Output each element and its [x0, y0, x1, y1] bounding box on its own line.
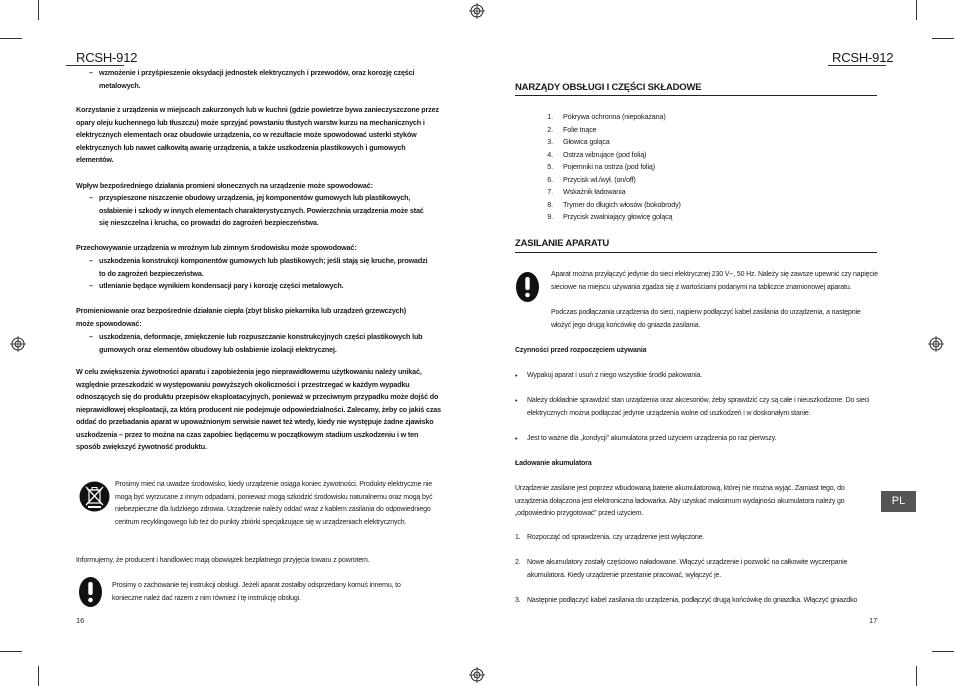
- parts-list-item: [535, 149, 681, 162]
- item-number: 8.: [547, 199, 553, 209]
- paragraph-return-obligation: Informujemy, że producent i handlowiec mają obowiązek bezpłatnego przyjęcia towaru z powrotem.: [76, 557, 370, 564]
- parts-list-item: [535, 199, 681, 212]
- bullet-symbol: •: [515, 396, 518, 405]
- item-number: 7.: [547, 187, 553, 196]
- dash-marker: –: [89, 332, 93, 341]
- parts-list-item: [535, 111, 681, 124]
- crop-mark: [916, 666, 917, 686]
- item-number: 4.: [547, 149, 553, 159]
- crop-mark: [0, 651, 22, 652]
- item-number: 6.: [547, 174, 553, 184]
- item-label: Trymer do długich włosów (bokobrody): [563, 199, 681, 209]
- exclamation-icon: [516, 272, 539, 302]
- parts-list-item: [535, 174, 681, 187]
- step-number: 1.: [515, 534, 521, 541]
- item-label: Ostrza wibrujące (pod folią): [563, 149, 647, 159]
- model-number-left: RCSH-912: [76, 50, 138, 65]
- section-heading-power: ZASILANIE APARATU: [515, 238, 610, 249]
- paragraph-sunlight: Wpływ bezpośredniego działania promieni słonecznych na urządzenie może spowodować:: [76, 181, 373, 190]
- parts-list-item: [535, 124, 681, 137]
- section-rule: [515, 252, 877, 253]
- paragraph-lifetime: W celu zwiększenia żywotności aparatu i zapobieżenia jego nieprawidłowemu użytkowaniu należy unikać, względnie przeszkodzić w występowaniu powyższych okoliczności i przestrzegać w każdym wypadku odnoszących się do produktu przepisów eksploatacyjnych, ponieważ w przeciwnym przypadku może dojść do nieprawidłowej eksploatacji, za którą producent nie podejmuje odpowiedzialności. Zalecamy, żeby co jakiś czas oddać do przebadania aparat w upoważnionym serwisie nawet też wtedy, kiedy nie występuje żadne zjawisko uszkodzenia – przez to można na czas zapobiec będącemu w początkowym stadium uszkodzeniu i w ten sposób zwiększyć żywotność produktu.: [76, 367, 441, 451]
- item-number: 5.: [547, 162, 553, 171]
- crop-mark: [0, 38, 22, 39]
- dash-marker: –: [89, 68, 93, 77]
- dash-marker: –: [89, 256, 93, 265]
- item-number: 3.: [547, 137, 553, 146]
- paragraph-cold-item-1: uszkodzenia konstrukcji komponentów gumowych lub plastikowych; jeśli stają się kruche, prowadzi to do zagrożeń bezpieczeństwa.: [99, 256, 428, 278]
- registration-mark-icon: [469, 667, 485, 683]
- dash-marker: –: [89, 281, 93, 290]
- paragraph-charging: Urządzenie zasilane jest poprzez wbudowaną baterie akumulatorową, której nie można wyjąć. Zamiast tego, do urządzenia dołączona jest elektroniczna ładowarka. Aby uzyskać maksimum wydajności akumulatora należy go „odpowiednio przygotować” przed użyciem.: [515, 485, 845, 517]
- registration-mark-icon: [928, 336, 944, 352]
- bullet-symbol: •: [515, 434, 518, 443]
- crossed-bin-icon: [79, 481, 110, 512]
- header-rule-right: [828, 65, 886, 66]
- item-label: Pojemniki na ostrza (pod folią): [563, 162, 656, 171]
- item-label: Folie tnące: [563, 124, 597, 134]
- registration-mark-icon: [10, 336, 26, 352]
- paragraph-dust-kitchen: Korzystanie z urządzenia w miejscach zakurzonych lub w kuchni (gdzie powietrze bywa zanieczyszczone przez opary oleju kuchennego lub tłuszczu) może sprzyjać powstaniu tłustych warstw kurzu na mechanicznych i elektrycznych elementach oraz obudowie urządzenia, co w rezultacie może spowodować usterki styków elektrycznych lub nawet całkowitą awarię urządzenia, a także uszkodzenia plastikowych i gumowych elementów.: [76, 105, 439, 164]
- paragraph-power-2: Podczas podłączania urządzenia do sieci, najpierw podłączyć kabel zasilania do urządzenia, a następnie włożyć jego drugą końcówkę do gniazda zasilania.: [551, 309, 861, 329]
- page-number-right: 17: [869, 616, 878, 625]
- page-number-left: 16: [76, 616, 85, 625]
- exclamation-icon: [79, 577, 102, 607]
- model-number-right: RCSH-912: [832, 50, 894, 65]
- paragraph-sunlight-item: przyspieszone niszczenie obudowy urządzenia, jej komponentów gumowych lub plastikowych, osłabienie i szkody w innych elementach charakterystycznych. Powierzchnia urządzenia może stać się nieszczelna i krucha, co prowadzi do zagrożeń bezpieczeństwa.: [99, 193, 424, 227]
- parts-list-item: [535, 161, 681, 174]
- paragraph-cold-item-2: utlenianie będące wynikiem kondensacji pary i korozję części metalowych.: [99, 281, 344, 290]
- crop-mark: [916, 0, 917, 20]
- section-rule: [515, 95, 877, 96]
- crop-mark: [932, 38, 954, 39]
- crop-mark: [38, 0, 39, 20]
- parts-list-item: [535, 211, 681, 224]
- paragraph-heat: Promieniowanie oraz bezpośrednie działanie ciepła (zbyt blisko piekarnika lub urządzeń grzewczych) może spowodować:: [76, 306, 406, 328]
- step-number: 3.: [515, 597, 521, 604]
- step-number: 2.: [515, 559, 521, 566]
- bullet-item: Należy dokładnie sprawdzić stan urządzenia oraz akcesoriów, żeby sprawdzić czy są całe i nieuszkodzone. Do sieci elektrycznych można podłączać jedynie urządzenia wolne od uszkodzeń i w doskonałym stanie.: [527, 397, 870, 417]
- subheading-charging: Ładowanie akumulatora: [515, 460, 592, 467]
- item-number: 1.: [547, 112, 553, 121]
- item-label: Przycisk wł./wył. (on/off): [563, 174, 636, 184]
- paragraph-power-1: Aparat można przyłączyć jedynie do sieci elektrycznej 230 V~, 50 Hz. Należy się zawsze upewnić czy napięcie sieciowe na miejscu używania zgadza się z wartościami podanymi na tabliczce znamionowej aparatu.: [551, 271, 878, 291]
- dash-marker: –: [89, 193, 93, 202]
- crop-mark: [932, 651, 954, 652]
- step-text: Rozpocząć od sprawdzenia, czy urządzenie jest wyłączone.: [527, 534, 705, 541]
- paragraph-recycle: Prosimy mieć na uwadze środowisko, kiedy urządzenie osiąga koniec żywotności. Produkty elektryczne nie mogą być wyrzucane z innym odpadami, ponieważ mogą szkodzić środowisku naturalnemu oraz mogą być niebezpieczne dla ludzkiego zdrowia. Urządzenie należy oddać wraz z kablem zasilania do odpowiedniego centrum recyklingowego lub też do punkty zbiórki specjalizujące się w urządzeniach elektrycznych.: [115, 481, 433, 526]
- language-badge: PL: [881, 491, 916, 512]
- header-rule-left: [66, 65, 124, 66]
- paragraph-keep-manual: Prosimy o zachowanie tej instrukcji obsługi. Jeżeli aparat zostałby odsprzedany komuś innemu, to konieczne należ dać razem z nim również i tę instrukcję obsługi.: [112, 582, 401, 602]
- item-label: Wskaźnik ładowania: [563, 187, 626, 196]
- subheading-before-use: Czynności przed rozpoczęciem używania: [515, 347, 647, 354]
- paragraph-cold: Przechowywanie urządzenia w mroźnym lub zimnym środowisku może spowodować:: [76, 243, 357, 252]
- bullet-item: Jest to ważne dla „kondycji” akumulatora przed użyciem urządzenia po raz pierwszy.: [527, 435, 777, 442]
- item-number: 2.: [547, 124, 553, 134]
- item-number: 9.: [547, 212, 553, 221]
- paragraph-heat-item: uszkodzenia, deformacje, zmiękczenie lub rozpuszczanie konstrukcyjnych części plastikowych lub gumowych oraz elementów obudowy lub osłabienie izolacji elektrycznej.: [99, 332, 423, 354]
- parts-list-item: [535, 186, 681, 199]
- parts-list: [535, 111, 681, 224]
- paragraph-oxidation: wzmożenie i przyśpieszenie oksydacji jednostek elektrycznych i przewodów, oraz korozję części metalowych.: [99, 68, 415, 90]
- bullet-item: Wypakuj aparat i usuń z niego wszystkie środki pakowania.: [527, 372, 703, 379]
- section-heading-parts: NARZĄDY OBSŁUGI I CZĘŚCI SKŁADOWE: [515, 82, 702, 93]
- step-text: Następnie podłączyć kabel zasilania do urządzenia, podłączyć drugą końcówkę do gniazdka. Włączyć gniazdko: [527, 597, 858, 604]
- registration-mark-icon: [469, 3, 485, 19]
- item-label: Przycisk zwalniający głowicę golącą: [563, 212, 673, 221]
- bullet-symbol: •: [515, 371, 518, 380]
- item-label: Pokrywa ochronna (niepokazana): [563, 112, 666, 121]
- item-label: Głowica goląca: [563, 137, 610, 146]
- crop-mark: [38, 666, 39, 686]
- step-text: Nowe akumulatory zostały częściowo naładowane. Włączyć urządzenie i pozwolić na całkowite wyczerpanie akumulatora. Kiedy urządzenie przestanie pracować, wyłączyć je.: [527, 559, 848, 579]
- parts-list-item: [535, 136, 681, 149]
